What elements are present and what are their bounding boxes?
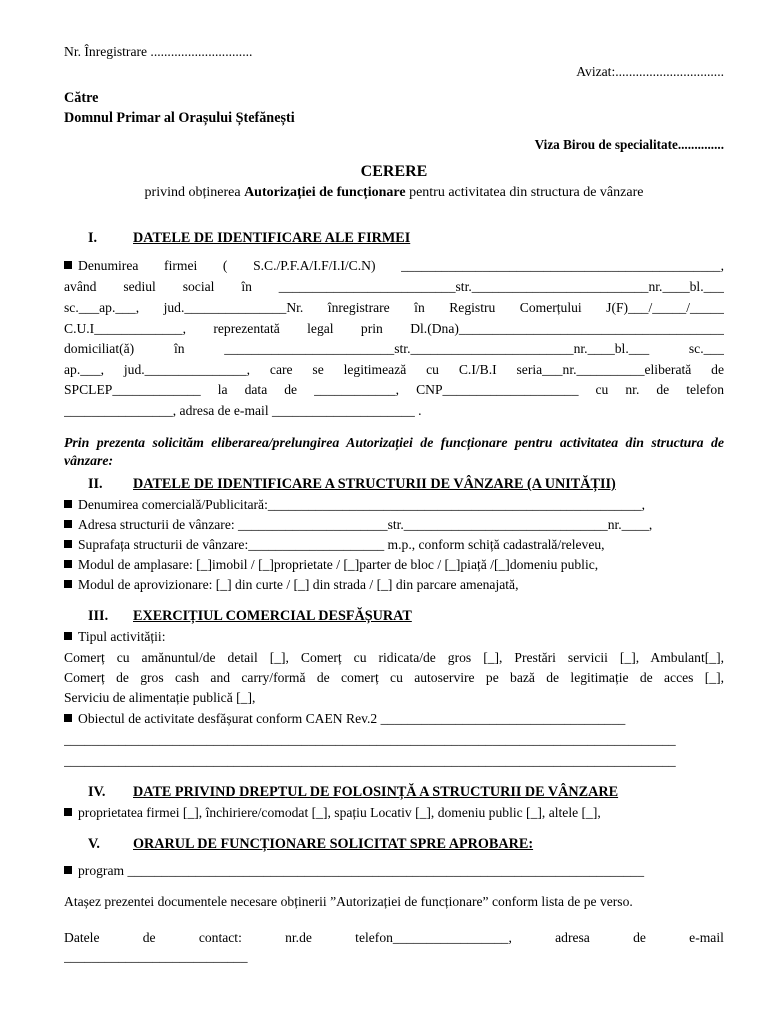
bullet-square-icon [64, 540, 72, 548]
bullet-square-icon [64, 866, 72, 874]
activity-line: Comerț cu amănuntul/de detail [_], Comerț cu ridicata/de gros [_], Prestări servicii [_], Ambulant[_], [64, 650, 724, 665]
unit-line: Denumirea comercială/Publicitară:_______________________________________________________, [64, 496, 724, 514]
bullet-square-icon [64, 520, 72, 528]
contact-word: telefon_________________, [355, 930, 512, 945]
unit-line: Suprafața structurii de vânzare:____________________ m.p., conform schiță cadastrală/releveu, [64, 536, 724, 554]
contact-word: nr.de [285, 930, 312, 945]
program-line: program ____________________________________________________________________________ [64, 862, 724, 880]
bullet-square-icon [64, 632, 72, 640]
avizat-field: Avizat:................................ [576, 64, 724, 79]
bullet-square-icon [64, 580, 72, 588]
section-heading-2: II. DATELE DE IDENTIFICARE A STRUCTURII DE VÂNZARE (A UNITĂȚII) [88, 476, 616, 492]
bullet-square-icon [64, 560, 72, 568]
usage-line: proprietatea firmei [_], închiriere/comodat [_], spațiu Locativ [_], domeniu public [_], altele [_], [64, 804, 724, 822]
bullet-square-icon [64, 261, 72, 269]
blank-line: __________________________________________________________________________________________ [64, 753, 676, 768]
firm-line: Denumirea firmei ( S.C./P.F.A/I.F/I.I/C.N) _______________________________________________, [64, 257, 724, 275]
unit-line: Modul de amplasare: [_]imobil / [_]proprietate / [_]parter de bloc / [_]piață /[_]domeniu public, [64, 556, 724, 574]
firm-line: ________________, adresa de e-mail _____________________ . [64, 403, 422, 418]
contact-line [64, 929, 724, 947]
firm-line: sc.___ap.___, jud._______________Nr. înregistrare în Registru Comerțului J(F)___/_____/_____ [64, 300, 724, 315]
firm-line: SPCLEP_____________ la data de ____________, CNP____________________ cu nr. de telefon [64, 382, 724, 397]
activity-line: Serviciu de alimentație publică [_], [64, 690, 256, 705]
section-heading-5: V. ORARUL DE FUNCȚIONARE SOLICITAT SPRE APROBARE: [88, 836, 534, 852]
addressee: Domnul Primar al Orașului Ștefănești [64, 110, 295, 126]
caen-line: Obiectul de activitate desfășurat conform CAEN Rev.2 ____________________________________ [64, 710, 724, 728]
viza-field: Viza Birou de specialitate.............. [534, 137, 724, 152]
document-subtitle: privind obținerea Autorizației de funcționare pentru activitatea din structura de vânzare [144, 185, 644, 200]
contact-word: e-mail [689, 930, 724, 945]
unit-line: Adresa structurii de vânzare: ______________________str.______________________________nr.____, [64, 516, 724, 534]
contact-word: de [633, 930, 646, 945]
contact-word: Datele [64, 930, 100, 945]
document-title: CERERE [360, 163, 428, 180]
bullet-square-icon [64, 500, 72, 508]
firm-line: domiciliat(ă) în _________________________str.________________________nr.____bl.___ sc.___ [64, 341, 724, 356]
activity-line: Comerț de gros cash and carry/formă de comerț cu autoservire pe bază de legitimație de acces [_], [64, 670, 724, 685]
blank-line: __________________________________________________________________________________________ [64, 732, 676, 747]
contact-word: adresa [555, 930, 590, 945]
firm-line: C.U.I_____________, reprezentată legal prin Dl.(Dna)_______________________________________ [64, 321, 724, 336]
section-heading-1: I. DATELE DE IDENTIFICARE ALE FIRMEI [88, 230, 411, 246]
request-statement: Prin prezenta solicităm eliberarea/prelungirea Autorizației de funcționare pentru activitatea din structura de vânzare: [64, 435, 724, 468]
activity-type-label: Tipul activității: [64, 628, 724, 646]
contact-word: de [142, 930, 156, 945]
unit-line: Modul de aprovizionare: [_] din curte / [_] din strada / [_] din parcare amenajată, [64, 576, 724, 594]
attachment-statement: Atașez prezentei documentele necesare obținerii ”Autorizației de funcționare” conform lista de pe verso. [64, 894, 633, 909]
contact-word: contact: [198, 930, 242, 945]
section-heading-3: III. EXERCIȚIUL COMERCIAL DESFĂȘURAT [88, 608, 412, 624]
section-heading-4: IV. DATE PRIVIND DREPTUL DE FOLOSINȚĂ A STRUCTURII DE VÂNZARE [88, 784, 619, 800]
bullet-square-icon [64, 714, 72, 722]
firm-line: ap.___, jud._______________, care se legitimează cu C.I/B.I seria___nr.__________eliberată de [64, 362, 724, 377]
to-label: Către [64, 90, 99, 106]
registration-number: Nr. Înregistrare .............................. [64, 44, 253, 59]
email-blank: ___________________________ [64, 949, 248, 964]
bullet-square-icon [64, 808, 72, 816]
firm-line: având sediul social în __________________________str.__________________________nr.____bl.___ [64, 279, 724, 294]
